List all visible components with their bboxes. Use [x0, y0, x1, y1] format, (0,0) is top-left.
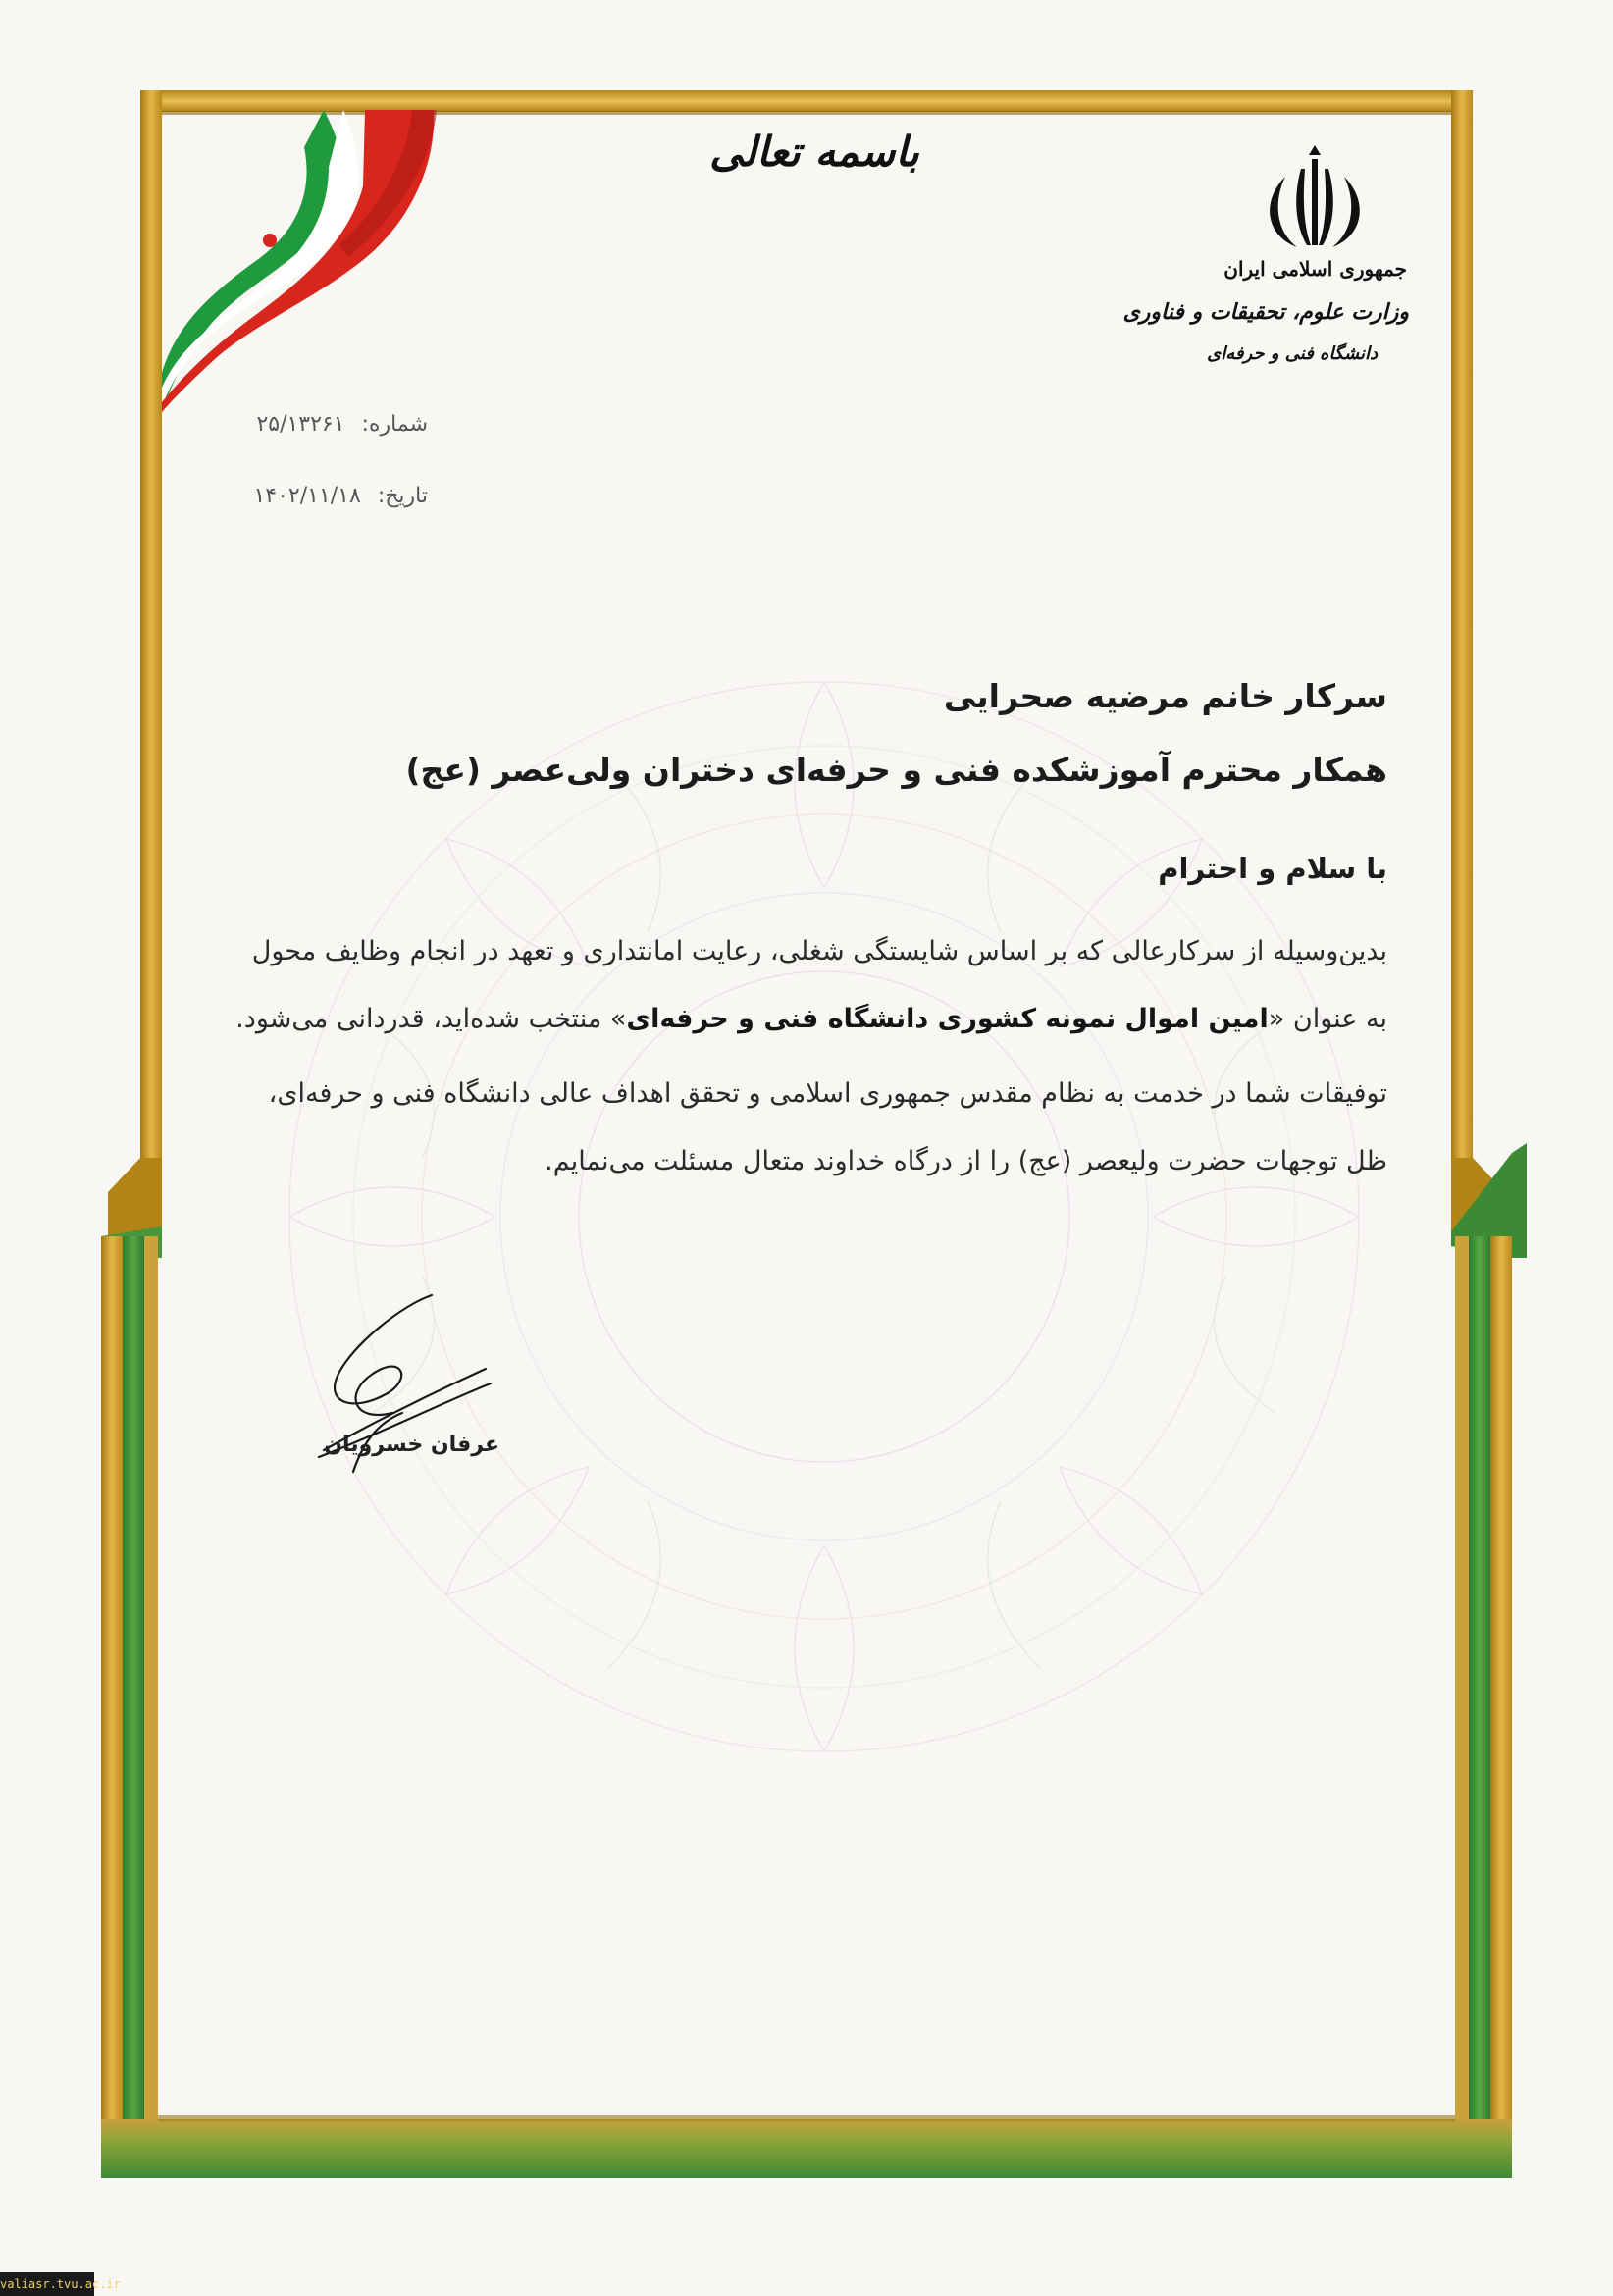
frame-left-lower-gold2: [144, 1236, 158, 2129]
letterhead-ministry: وزارت علوم، تحقیقات و فناوری: [1122, 299, 1409, 325]
letter-date-label: تاریخ:: [377, 484, 428, 508]
greeting: با سلام و احترام: [1158, 852, 1387, 885]
recipient-name: سرکار خانم مرضیه صحرایی: [943, 677, 1387, 715]
letter-date: [253, 484, 428, 508]
watermark-rosette: [289, 682, 1359, 1751]
body-p2-line1: توفیقات شما در خدمت به نظام مقدس جمهوری اسلامی و تحقق اهداف عالی دانشگاه فنی و حرفه‌ای،: [268, 1078, 1387, 1109]
flag-ribbon: [162, 110, 437, 412]
frame-left-flare: [108, 1158, 162, 1236]
award-title: امین اموال نمونه کشوری دانشگاه فنی و حرفه‌ای: [626, 1004, 1269, 1034]
body-p1-line1: بدین‌وسیله از سرکارعالی که بر اساس شایستگی شغلی، رعایت امانتداری و تعهد در انجام وظایف محول: [251, 936, 1387, 966]
letter-number: [256, 412, 428, 437]
body-p1-line2: به عنوان «امین اموال نمونه کشوری دانشگاه فنی و حرفه‌ای» منتخب شده‌اید، قدردانی می‌شود.: [235, 1004, 1387, 1034]
body-p2-line2: ظل توجهات حضرت ولیعصر (عج) را از درگاه خداوند متعال مسئلت می‌نمایم.: [545, 1146, 1387, 1176]
frame-right-lower-green: [1469, 1236, 1490, 2129]
frame-right-gold: [1451, 90, 1473, 1179]
recipient-title: همکار محترم آموزشکده فنی و حرفه‌ای دختران ولی‌عصر (عج): [405, 751, 1387, 789]
letterhead-country: جمهوری اسلامی ایران: [1223, 257, 1407, 281]
body-paragraph-1: [220, 917, 1387, 1053]
frame-right-lower-gold: [1455, 1236, 1469, 2129]
frame-bottom: [101, 2119, 1512, 2178]
signatory-name: عرفان خسرویان: [324, 1433, 499, 1457]
letter-date-value: ۱۴۰۲/۱۱/۱۸: [253, 484, 361, 508]
frame-left-lower-gold: [101, 1236, 123, 2129]
frame-top: [140, 90, 1473, 112]
frame-left-gold: [140, 90, 162, 1179]
frame-right-lower-gold2: [1490, 1236, 1512, 2129]
letter-number-value: ۲۵/۱۳۲۶۱: [256, 412, 345, 437]
footer-url[interactable]: valiasr.tvu.ac.ir: [0, 2272, 94, 2296]
invocation: باسمه تعالی: [709, 128, 919, 176]
iran-emblem-icon: [1270, 145, 1360, 247]
frame-bottom-inner: [158, 2115, 1455, 2121]
letter-number-label: شماره:: [361, 412, 428, 437]
frame-left-lower-green: [123, 1236, 144, 2129]
body-paragraph-2: [220, 1060, 1387, 1195]
letterhead-university: دانشگاه فنی و حرفه‌ای: [1207, 343, 1378, 364]
